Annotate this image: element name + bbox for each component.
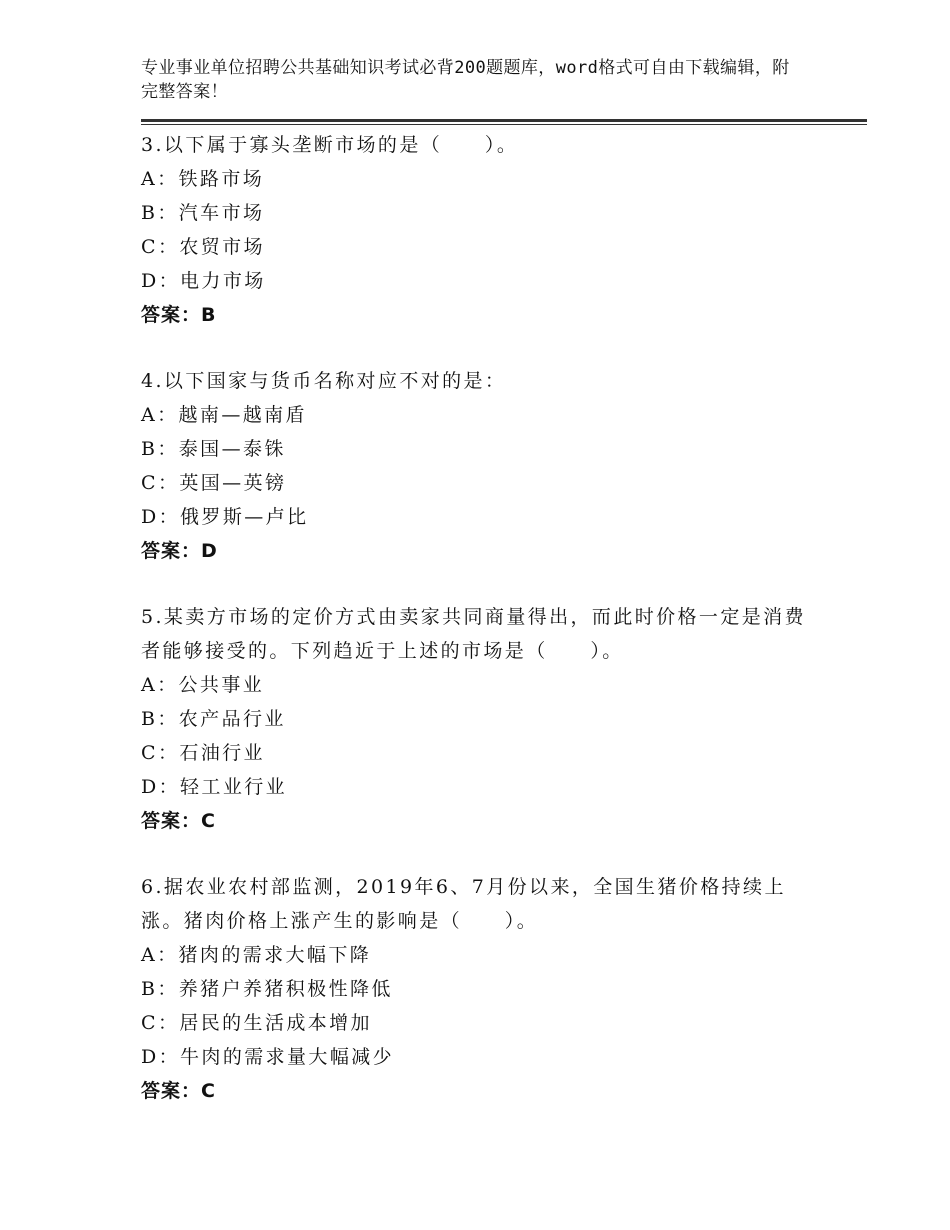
option-b: B：养猪户养猪积极性降低 [141,978,393,1000]
option-d: D：俄罗斯—卢比 [141,506,309,528]
option-c: C：居民的生活成本增加 [141,1012,372,1034]
option-c: C：农贸市场 [141,236,265,258]
option-d: D：轻工业行业 [141,776,288,798]
option-b: B：汽车市场 [141,202,265,224]
header-divider-thin [141,124,867,125]
header-divider-thick [141,119,867,122]
option-a: A：铁路市场 [141,168,265,190]
answer-label: 答案：C [141,810,216,832]
question-stem: 4.以下国家与货币名称对应不对的是： [141,370,507,392]
option-b: B：农产品行业 [141,708,286,730]
option-d: D：电力市场 [141,270,266,292]
question-item [141,364,821,568]
option-a: A：猪肉的需求大幅下降 [141,944,372,966]
option-a: A：越南—越南盾 [141,404,307,426]
option-c: C：石油行业 [141,742,265,764]
answer-label: 答案：B [141,304,217,326]
question-item [141,870,821,1108]
question-stem: 3.以下属于寡头垄断市场的是（ ）。 [141,134,519,156]
question-item [141,600,821,838]
question-list [141,128,821,1140]
option-d: D：牛肉的需求量大幅减少 [141,1046,395,1068]
option-a: A：公共事业 [141,674,265,696]
question-item [141,128,821,332]
question-stem: 5.某卖方市场的定价方式由卖家共同商量得出，而此时价格一定是消费者能够接受的。下列趋近于上述的市场是（ ）。 [141,606,806,662]
answer-label: 答案：D [141,540,218,562]
question-stem: 6.据农业农村部监测，2019年6、7月份以来，全国生猪价格持续上涨。猪肉价格上涨产生的影响是（ ）。 [141,876,786,932]
answer-label: 答案：C [141,1080,216,1102]
document-header: 专业事业单位招聘公共基础知识考试必背200题题库，word格式可自由下载编辑，附完整答案！ [141,58,790,102]
option-c: C：英国—英镑 [141,472,287,494]
option-b: B：泰国—泰铢 [141,438,286,460]
